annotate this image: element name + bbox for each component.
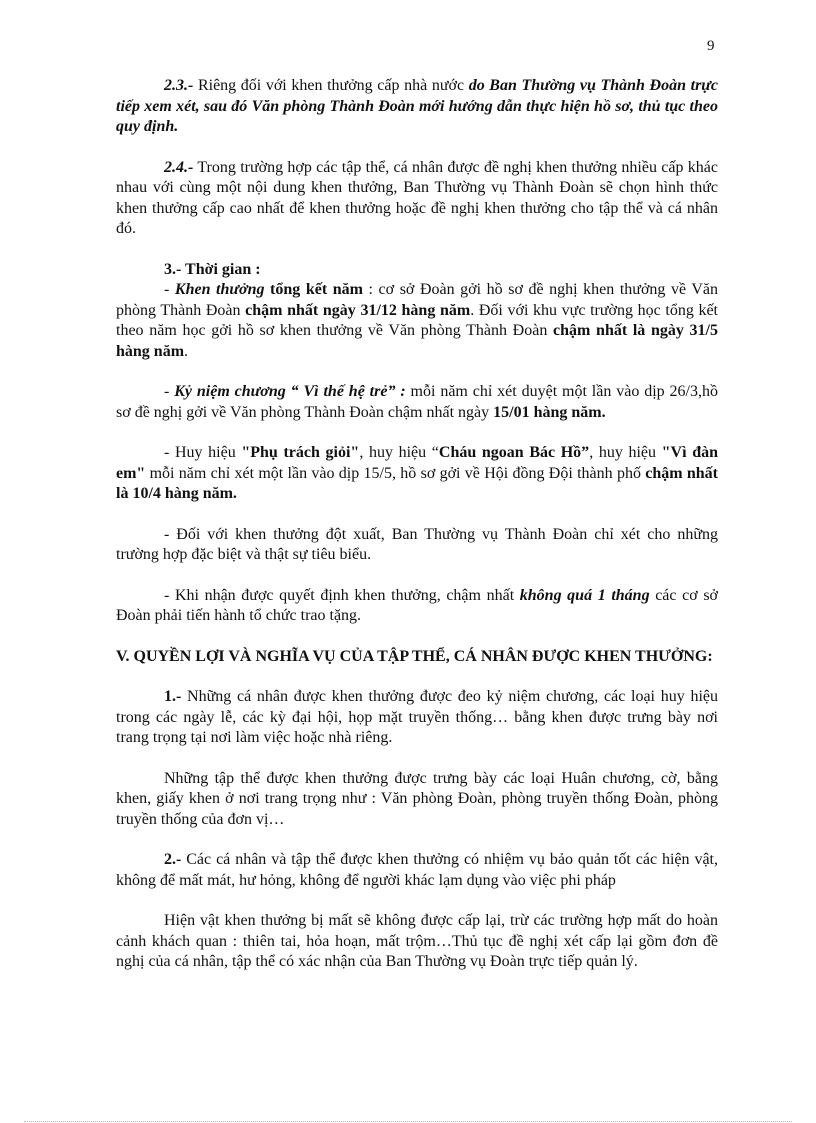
item-number: 2.3.- (164, 77, 194, 94)
item-number: 2.4.- (164, 158, 194, 176)
paragraph-2-4: 2.4.- Trong trường hợp các tập thể, cá nhân được đề nghị khen thưởng nhiều cấp khác nhau với cùng một nội dung khen thưởng, Ban Thường vụ Thành Đoàn sẽ chọn hình thức khen thưởng cấp cao nhất để khen thưởng hoặc đề nghị khen thưởng cho tập thể và cá nhân đó. (116, 158, 718, 237)
section-v-paragraph-3: 2.- Các cá nhân và tập thể được khen thưởng có nhiệm vụ bảo quản tốt các hiện vật, không để mất mát, hư hỏng, không để người khác lạm dụng vào việc phi pháp (116, 851, 718, 889)
section-v-paragraph-1: 1.- Những cá nhân được khen thưởng được đeo kỷ niệm chương, các loại huy hiệu trong các ngày lễ, các kỳ đại hội, họp mặt truyền thống… bằng khen được trưng bày nơi trang trọng tại nơi làm việc hoặc nhà riêng. (116, 688, 718, 746)
time-item-ky-niem-chuong: - Kỷ niệm chương “ Vì thế hệ trẻ” : mỗi năm chỉ xét duyệt một lần vào dịp 26/3,hồ sơ đề nghị gởi về Văn phòng Thành Đoàn chậm nhất ngày 15/01 hàng năm. (116, 383, 718, 421)
item-number: 2.- (164, 851, 182, 868)
document-body (116, 76, 718, 973)
time-item-huy-hieu: - Huy hiệu "Phụ trách giỏi", huy hiệu “Cháu ngoan Bác Hồ”, huy hiệu "Vì đàn em" mỗi năm chỉ xét một lần vào dịp 15/5, hồ sơ gởi về Hội đồng Đội thành phố chậm nhất là 10/4 hàng năm. (116, 444, 719, 502)
time-heading: 3.- Thời gian : (164, 260, 261, 278)
page-bottom-rule (24, 1121, 792, 1122)
time-item-khen-thuong: - Khen thưởng tổng kết năm : cơ sở Đoàn gởi hồ sơ đề nghị khen thưởng về Văn phòng Thành Đoàn chậm nhất ngày 31/12 hàng năm. Đối với khu vực trường học tổng kết theo năm học gởi hồ sơ khen thưởng về Văn phòng Thành Đoàn chậm nhất là ngày 31/5 hàng năm. (116, 281, 719, 360)
section-v-paragraph-2: Những tập thể được khen thưởng được trưng bày các loại Huân chương, cờ, bằng khen, giấy khen ở nơi trang trọng như : Văn phòng Đoàn, phòng truyền thống Đoàn, phòng truyền thống của đơn vị… (116, 769, 718, 828)
item-number: 1.- (164, 688, 182, 705)
page-number: 9 (707, 38, 715, 54)
emphasis-text: do Ban Thường vụ Thành Đoàn trực tiếp xem xét, sau đó Văn phòng Thành Đoàn mới hướng dẫn thực hiện hồ sơ, thủ tục theo quy định. (116, 77, 718, 135)
section-v-heading: V. QUYỀN LỢI VÀ NGHĨA VỤ CỦA TẬP THỂ, CÁ NHÂN ĐƯỢC KHEN THƯỞNG: (116, 647, 713, 665)
paragraph-2-3: 2.3.- Riêng đối với khen thưởng cấp nhà nước do Ban Thường vụ Thành Đoàn trực tiếp xem xét, sau đó Văn phòng Thành Đoàn mới hướng dẫn thực hiện hồ sơ, thủ tục theo quy định. (116, 77, 718, 135)
section-v-paragraph-4: Hiện vật khen thưởng bị mất sẽ không được cấp lại, trừ các trường hợp mất do hoàn cảnh khách quan : thiên tai, hỏa hoạn, mất trộm…Thủ tục đề nghị xét cấp lại gồm đơn đề nghị của cá nhân, tập thể có xác nhận của Ban Thường vụ Đoàn trực tiếp quản lý. (116, 912, 718, 970)
time-item-dot-xuat: - Đối với khen thưởng đột xuất, Ban Thường vụ Thành Đoàn chỉ xét cho những trường hợp đặc biệt và thật sự tiêu biểu. (116, 525, 718, 563)
time-item-trao-tang: - Khi nhận được quyết định khen thưởng, chậm nhất không quá 1 tháng các cơ sở Đoàn phải tiến hành tổ chức trao tặng. (116, 586, 719, 624)
